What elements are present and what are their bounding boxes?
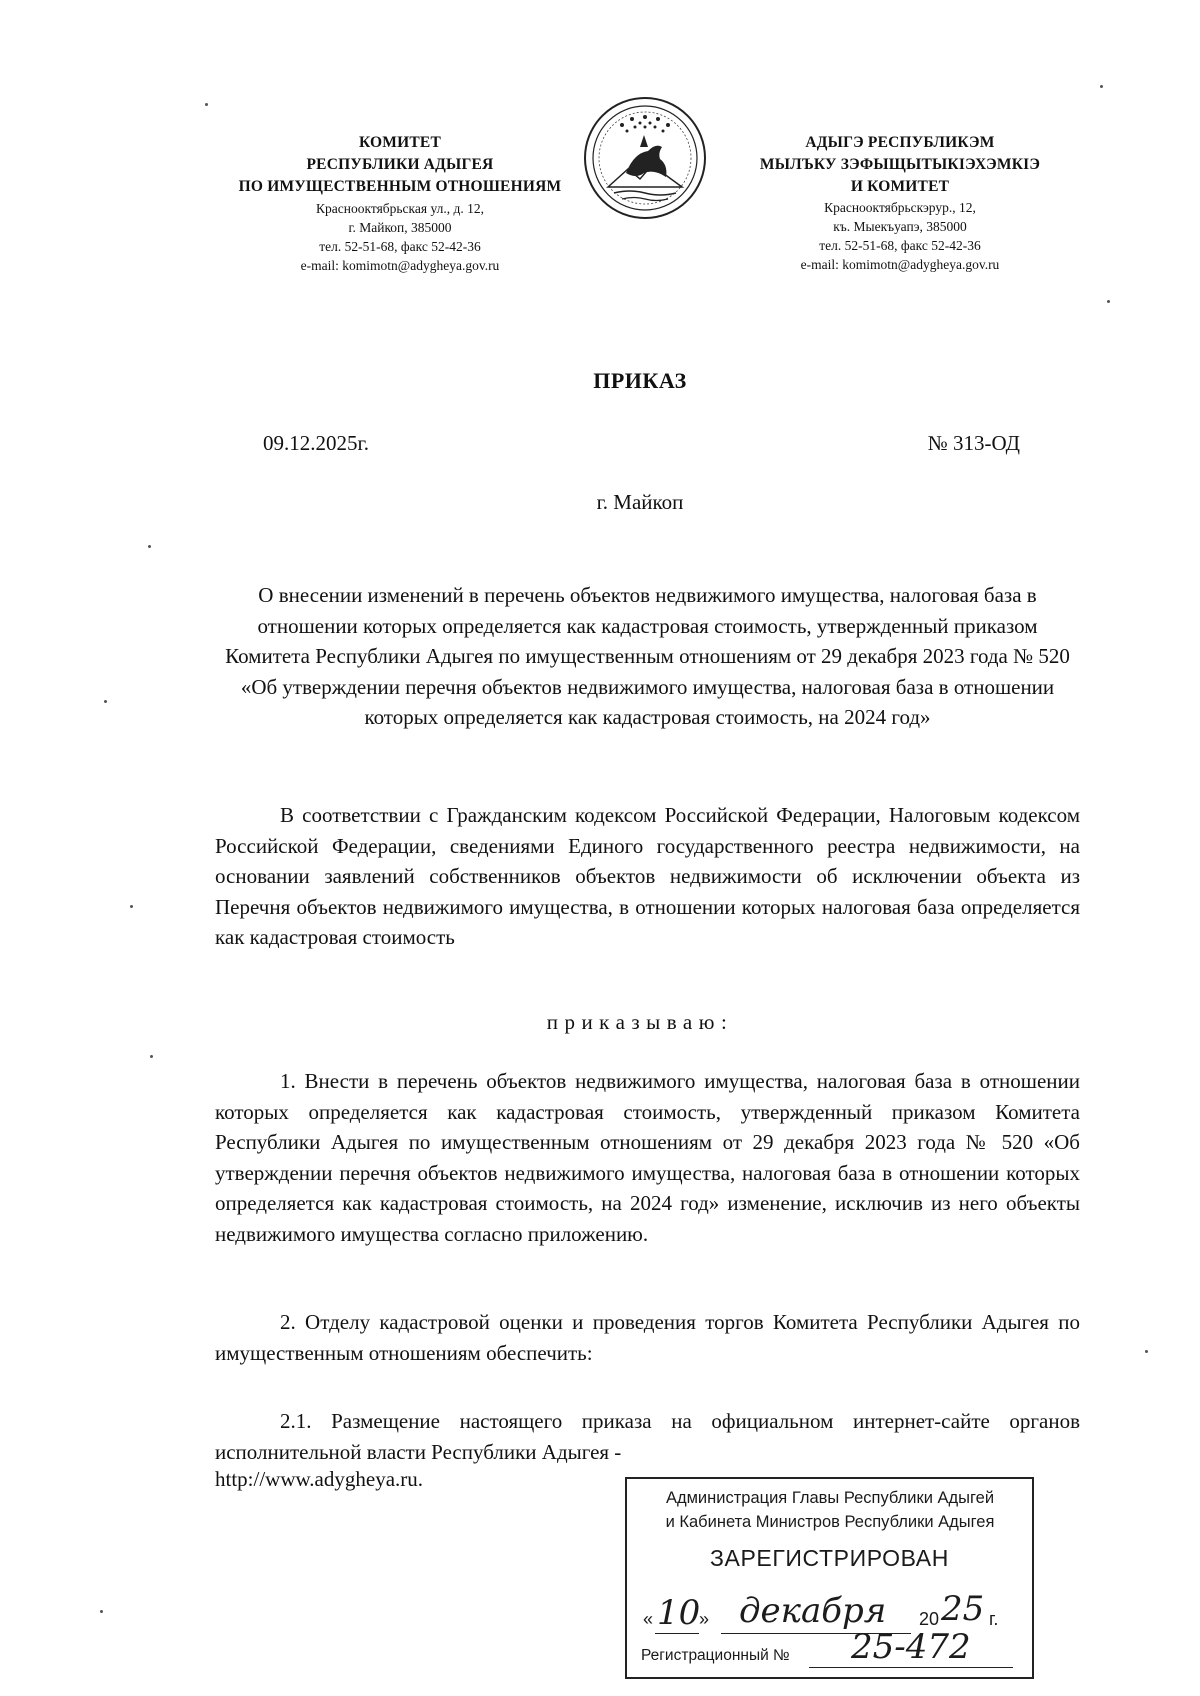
document-subject: О внесении изменений в перечень объектов недвижимого имущества, налоговая база в отношении которых определяется как кадастровая стоимость, утвержденный приказом Комитета Республики Адыгея по имущественным отношениям от 29 декабря 2023 года № 520 «Об утверждении перечня объектов недвижимого имущества, налоговая база в отношении которых определяется как кадастровая стоимость, на 2024 год» [225,583,1070,729]
stamp-org-line1: Администрация Главы Республики Адыгей [665,1489,995,1507]
header-right-address: Краснооктябрьскэрур., 12, [824,200,976,215]
republic-of-adygea-coat-of-arms-icon [582,95,708,221]
document-city: г. Майкоп [596,490,684,514]
header-left-line1: КОМИТЕТ [358,134,441,151]
header-left-address: Краснооктябрьская ул., д. 12, [316,201,484,216]
document-title: ПРИКАЗ [593,368,687,393]
stamp-reg-label: Регистрационный № [641,1647,790,1664]
registration-stamp [625,1477,1034,1679]
header-left-line2: РЕСПУБЛИКИ АДЫГЕЯ [306,156,494,173]
website-link[interactable]: http://www.adygheya.ru. [215,1467,424,1491]
header-right-line1: АДЫГЭ РЕСПУБЛИКЭМ [805,134,995,151]
stamp-quote-open: « [643,1609,654,1629]
stamp-reg-number: 25-472 [851,1627,971,1667]
item-1-paragraph: 1. Внести в перечень объектов недвижимого имущества, налоговая база в отношении которых определяется как кадастровая стоимость, утвержденный приказом Комитета Республики Адыгея по имущественным отношениям от 29 декабря 2023 года № 520 «Об утверждении перечня объектов недвижимого имущества, налоговая база в отношении которых определяется как кадастровая стоимость, на 2024 год» изменение, исключив из него объекты недвижимого имущества согласно приложению. [215,1069,1080,1246]
header-right-email: e-mail: komimotn@adygheya.gov.ru [800,257,1000,272]
stamp-year-suffix: 25 [941,1589,985,1629]
intro-paragraph: В соответствии с Гражданским кодексом Российской Федерации, Налоговым кодексом Российской Федерации, сведениями Единого государственного реестра недвижимости, на основании заявлений собственников объектов недвижимости об исключении объекта из Перечня объектов недвижимого имущества, в отношении которых налоговая база определяется как кадастровая стоимость [215,803,1080,949]
order-word: приказываю: [546,1010,734,1034]
document-date: 09.12.2025г. [263,431,369,455]
stamp-day: 10 [657,1593,701,1633]
item-2-1-paragraph: 2.1. Размещение настоящего приказа на официальном интернет-сайте органов исполнительной власти Республики Адыгея - [215,1409,1080,1464]
header-right-city: къ. Мыекъуапэ, 385000 [833,219,967,234]
stamp-month: декабря [739,1591,887,1631]
document-number: № 313-ОД [927,431,1020,455]
stamp-organization [635,1486,1025,1534]
header-right-phone: тел. 52-51-68, факс 52-42-36 [819,238,981,253]
stamp-year-prefix: 20 [919,1609,940,1629]
header-right-line2: МЫЛЪКУ ЗЭФЫЩЫТЫКIЭХЭМКIЭ [759,156,1041,173]
stamp-status: ЗАРЕГИСТРИРОВАН [710,1545,949,1571]
header-left-email: e-mail: komimotn@adygheya.gov.ru [300,258,500,273]
stamp-year-end: г. [989,1609,999,1629]
header-left-line3: ПО ИМУЩЕСТВЕННЫМ ОТНОШЕНИЯМ [238,178,562,195]
header-right [720,132,1080,274]
header-left-city: г. Майкоп, 385000 [348,220,452,235]
stamp-org-line2: и Кабинета Министров Республики Адыгея [665,1513,995,1531]
stamp-registration-row [641,1627,1021,1673]
header-right-line3: И КОМИТЕТ [850,178,950,195]
item-2-paragraph: 2. Отделу кадастровой оценки и проведения торгов Комитета Республики Адыгея по имущественным отношениям обеспечить: [215,1310,1080,1365]
header-left-phone: тел. 52-51-68, факс 52-42-36 [319,239,481,254]
header-left [205,132,595,275]
stamp-quote-close: » [699,1609,710,1629]
